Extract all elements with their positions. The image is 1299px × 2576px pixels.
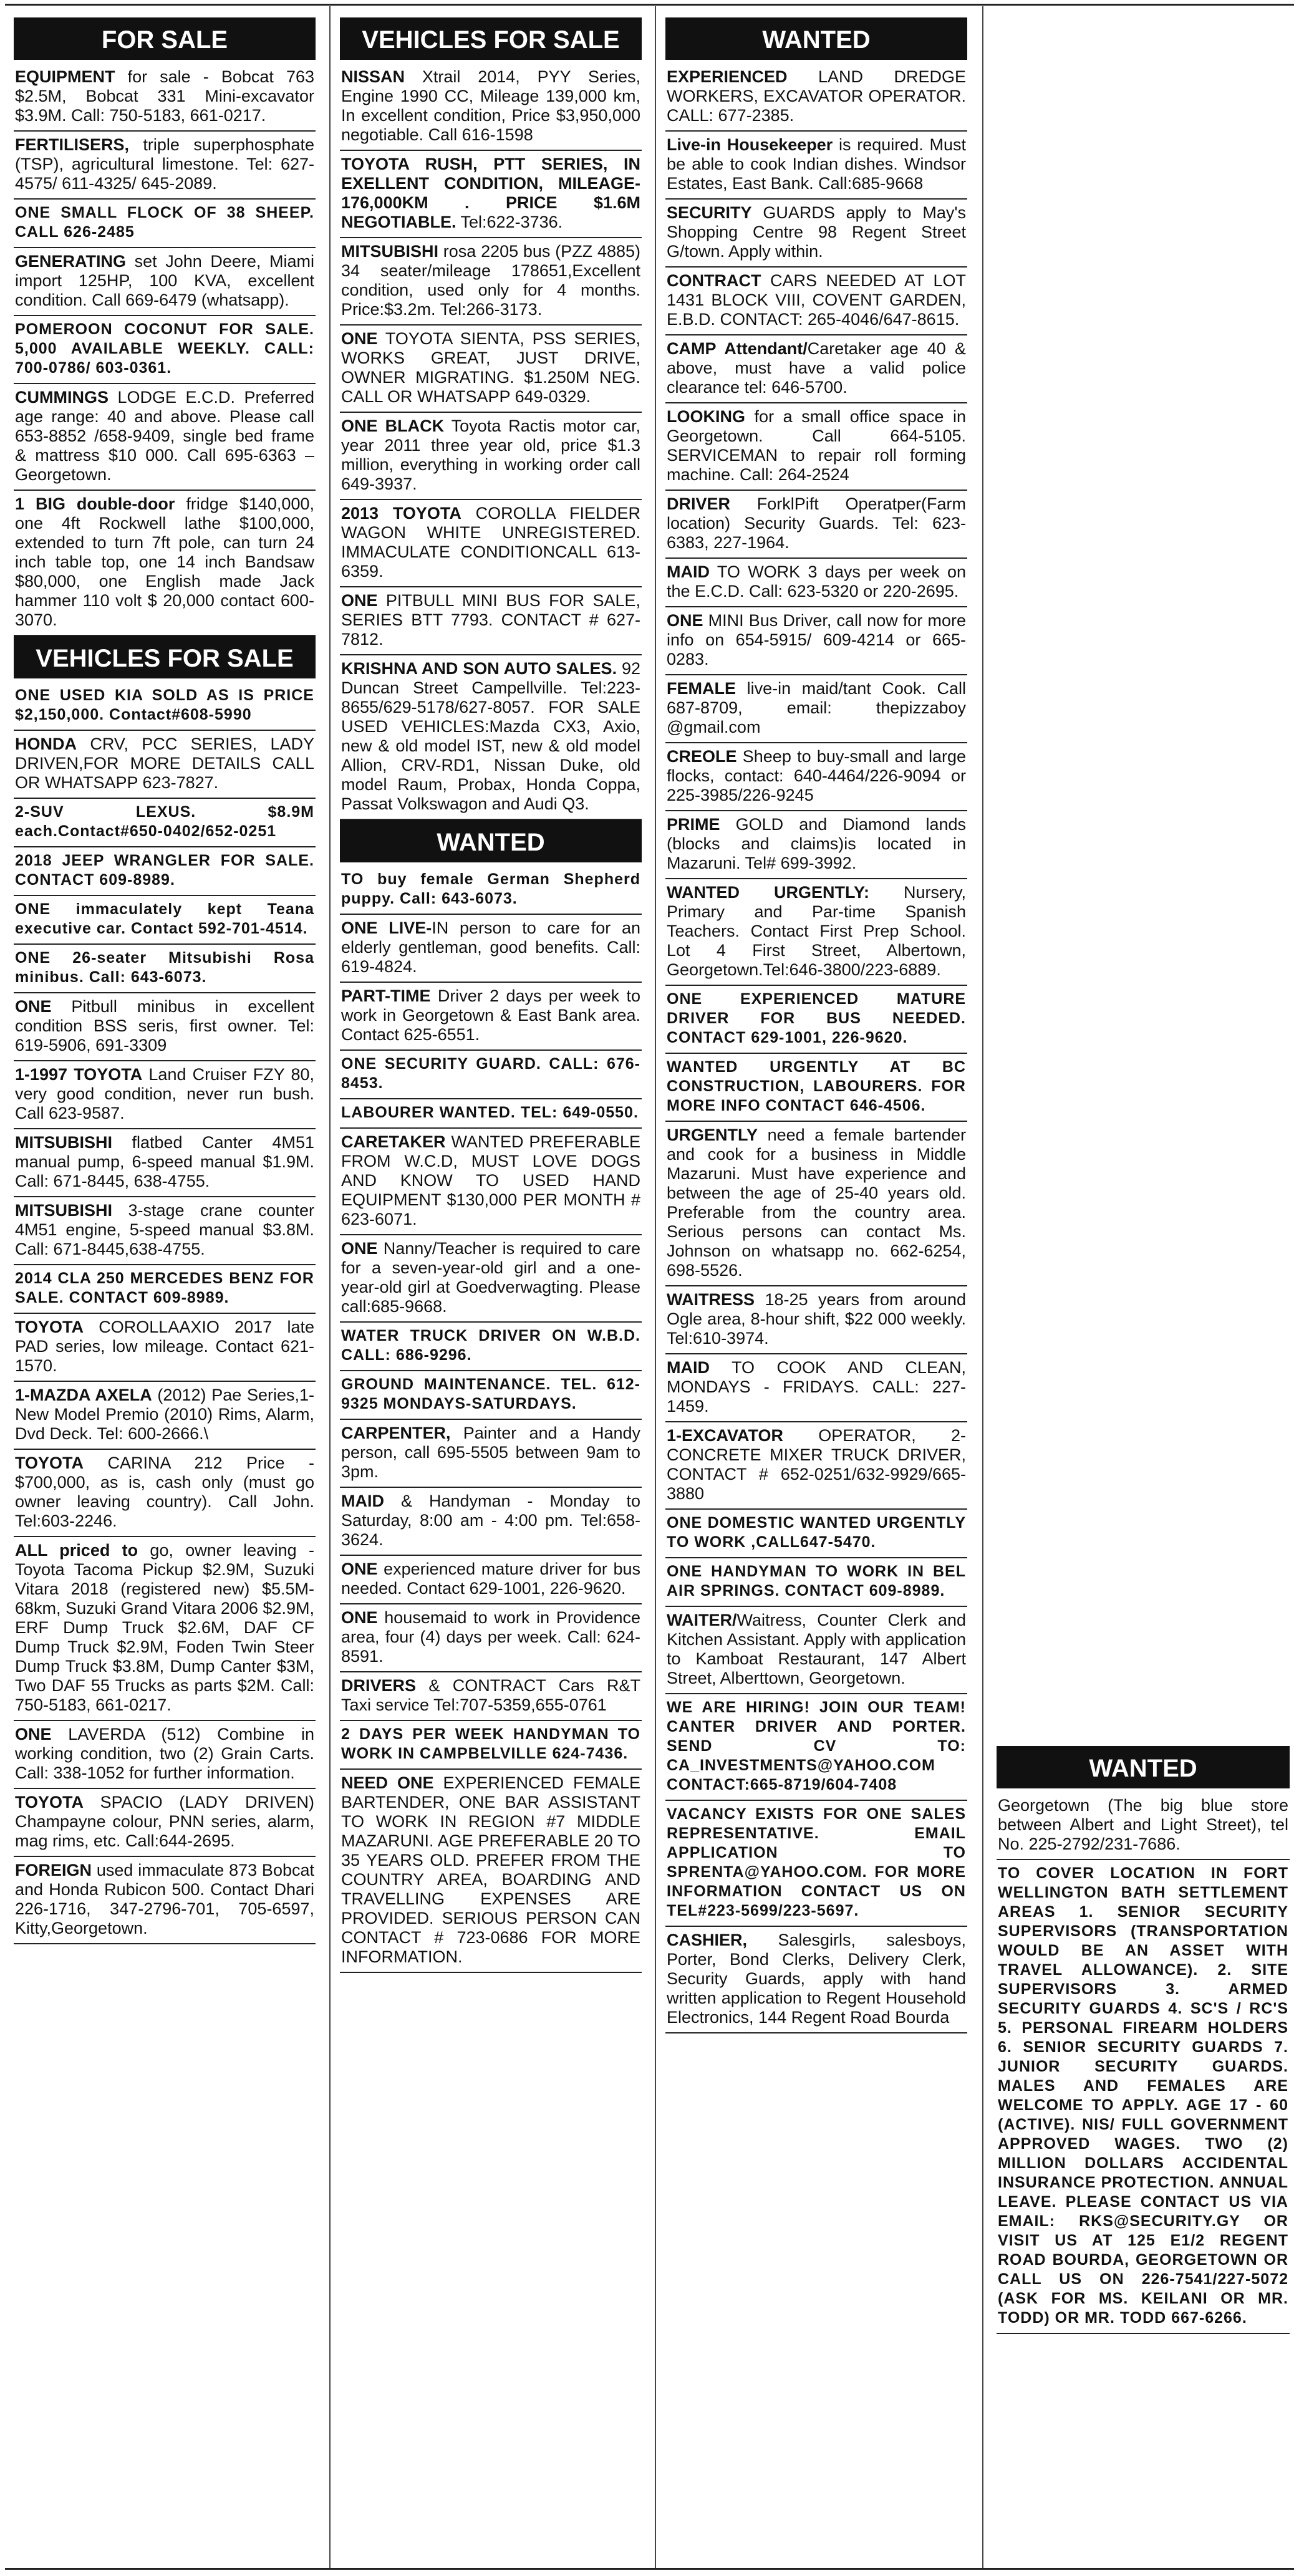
ad-lead: 1 BIG double-door (15, 494, 175, 513)
classified-ad (665, 335, 967, 403)
ad-lead: DRIVERS (341, 1676, 417, 1695)
ad-body: Driver 2 days per week to work in Georgetown & East Bank area. Contact 625-6551. (341, 987, 640, 1044)
classified-ad (340, 983, 642, 1051)
ad-lead: TOYOTA RUSH, PTT SERIES, IN EXELLENT CONDITION, MILEAGE-176,000KM . PRICE $1.6M NEGOTIABLE. (341, 155, 640, 231)
ad-body: live-in maid/tant Cook. Call 687-8709, email: thepizzaboy @gmail.com (667, 679, 966, 736)
classified-ad (665, 743, 967, 811)
classified-ad (14, 896, 316, 945)
ad-body: COROLLAAXIO 2017 late PAD series, low mileage. Contact 621-1570. (15, 1318, 314, 1375)
ad-lead: 1-1997 TOYOTA (15, 1065, 143, 1084)
ad-body: GOLD and Diamond lands (blocks and claims)is located in Mazaruni. Tel# 699-3992. (667, 815, 966, 872)
column-2 (340, 17, 642, 2552)
ad-body: is required. Must be able to cook Indian dishes. Windsor Estates, East Bank. Call:685-9668 (667, 135, 967, 193)
ad-lead: LABOURER WANTED. TEL: 649-0550. (341, 1104, 639, 1121)
ad-body: EXPERIENCED FEMALE BARTENDER, ONE BAR ASSISTANT TO WORK IN REGION #7 MIDDLE MAZARUNI. AGE PREFERABLE 20 TO 35 YEARS OLD. PREFER FROM THE COUNTRY AREA, BOARDING AND TRAVELLING EXPENSES ARE PROVIDED. SERIOUS PERSON CAN CONTACT # 723-0686 FOR MORE INFORMATION. (341, 1773, 641, 1966)
classified-ad (14, 1197, 316, 1265)
classified-ad (340, 326, 642, 413)
ad-lead: CARETAKER (341, 1132, 446, 1151)
ad-lead: PART-TIME (341, 987, 431, 1005)
classified-ad (665, 64, 967, 132)
ad-lead: HONDA (15, 735, 77, 753)
ad-lead: WANTED URGENTLY AT BC CONSTRUCTION, LABOURERS. FOR MORE INFO CONTACT 646-4506. (667, 1058, 966, 1114)
ad-lead: ONE LIVE- (341, 919, 432, 937)
ad-lead: ONE (341, 1608, 378, 1627)
ad-lead: LOOKING (667, 407, 745, 426)
ad-lead: ONE USED KIA SOLD AS IS PRICE $2,150,000. Contact#608-5990 (15, 687, 314, 723)
ad-lead: CREOLE (667, 747, 737, 766)
classified-ad (14, 1721, 316, 1789)
ad-lead: ONE SECURITY GUARD. CALL: 676-8453. (341, 1055, 640, 1092)
ad-body: Tel:622-3736. (456, 213, 563, 231)
classified-ad (665, 879, 967, 986)
ad-lead: MITSUBISHI (341, 242, 439, 261)
classified-ad (340, 1323, 642, 1371)
ad-lead: TOYOTA (15, 1793, 84, 1811)
classified-ad (14, 1537, 316, 1721)
ad-body: Georgetown (The big blue store between Albert and Light Street), tel No. 225-2792/231-7686. (998, 1796, 1288, 1853)
classified-ad (665, 200, 967, 268)
ad-lead: VACANCY EXISTS FOR ONE SALES REPRESENTATIVE. EMAIL APPLICATION TO SPRENTA@YAHOO.COM. FOR MORE INFORMATION CONTACT US ON TEL#223-5699/223-5697. (667, 1805, 966, 1919)
ad-lead: 2-SUV LEXUS. $8.9M each.Contact#650-0402/652-0251 (15, 803, 314, 840)
ad-lead: FEMALE (667, 679, 736, 698)
classified-ad (14, 1265, 316, 1314)
classified-ad (14, 731, 316, 799)
ad-body: go, owner leaving - Toyota Tacoma Pickup $2.9M, Suzuki Vitara 2018 (registered new) $5.5M-68km, Suzuki Grand Vitara 2006 $2.9M, ERF Dump Truck $2.6M, DAF CF Dump Truck $2.9M, Foden Twin Steer Dump Truck $3.8M, Dump Canter $3M, Two DAF 55 Trucks as parts $2M. Call: 750-5183, 661-0217. (15, 1541, 314, 1714)
ad-lead: ONE (341, 329, 378, 348)
classified-ad (665, 491, 967, 559)
ad-body: ForklPift Operatper(Farm location) Security Guards. Tel: 623-6383, 227-1964. (667, 494, 966, 552)
ad-lead: MAID (341, 1492, 384, 1510)
classified-ad (340, 1770, 642, 1973)
ad-body: 92 Duncan Street Campellville. Tel:223-8655/629-5178/627-8057. FOR SALE USED VEHICLES:Mazda CX3, Axio, new & old model IST, new & old model Allion, CRV-RD1, Nissan Duke, old model Raum, Probax, Honda Coppa, Passat Volkswagon and Audi Q3. (341, 659, 640, 813)
classified-ad (340, 915, 642, 983)
ad-lead: ONE SMALL FLOCK OF 38 SHEEP. CALL 626-2485 (15, 204, 314, 241)
ad-body: (2012) Pae Series,1- New Model Premio (2010) Rims, Alarm, Dvd Deck. Tel: 600-2666.\ (15, 1386, 314, 1443)
ad-lead: POMEROON COCONUT FOR SALE. 5,000 AVAILABLE WEEKLY. CALL: 700-0786/ 603-0361. (15, 321, 314, 377)
ad-lead: MAID (667, 562, 710, 581)
ad-lead: ONE DOMESTIC WANTED URGENTLY TO WORK ,CALL647-5470. (667, 1514, 966, 1551)
section-header: VEHICLES FOR SALE (340, 17, 642, 60)
ad-lead: DRIVER (667, 494, 731, 513)
classified-ad (14, 1382, 316, 1450)
ad-lead: 2013 TOYOTA (341, 504, 461, 523)
classified-ad (340, 655, 642, 820)
ad-body: GUARDS apply to May's Shopping Centre 98 Regent Street G/town. Apply within. (667, 203, 966, 261)
classified-ad (665, 1607, 967, 1694)
section-header: VEHICLES FOR SALE (14, 636, 316, 678)
classified-ad (665, 1422, 967, 1510)
ad-body: IN person to care for an elderly gentleman, good benefits. Call: 619-4824. (341, 919, 641, 976)
classified-ad (665, 268, 967, 335)
classified-ad (665, 1054, 967, 1122)
classified-ad (14, 491, 316, 636)
section-header: FOR SALE (14, 17, 316, 60)
classified-ad (14, 847, 316, 896)
classified-ad (14, 799, 316, 847)
ad-body: MINI Bus Driver, call now for more info on 654-5915/ 609-4214 or 665-0283. (667, 611, 966, 668)
classified-ad (665, 1510, 967, 1558)
classified-ad (14, 1061, 316, 1129)
ad-lead: MITSUBISHI (15, 1133, 113, 1152)
ad-lead: ONE (15, 997, 52, 1016)
ad-body: 3-stage crane counter 4M51 engine, 5-speed manual $3.8M. Call: 671-8445,638-4755. (15, 1201, 314, 1258)
ad-body: & CONTRACT Cars R&T Taxi service Tel:707-5359,655-0761 (341, 1676, 640, 1714)
classified-ad (665, 1694, 967, 1801)
classified-ad (340, 1235, 642, 1323)
ad-lead: ONE (341, 591, 378, 610)
ad-body: & Handyman - Monday to Saturday, 8:00 am - 4:00 pm. Tel:658-3624. (341, 1492, 640, 1549)
classified-ad (14, 1450, 316, 1537)
classified-ad (665, 559, 967, 607)
ad-lead: 2014 CLA 250 MERCEDES BENZ FOR SALE. CONTACT 609-8989. (15, 1270, 314, 1306)
classified-ad (14, 64, 316, 132)
classified-ad (340, 151, 642, 238)
classified-ad (340, 1051, 642, 1099)
ad-lead: 1-MAZDA AXELA (15, 1386, 152, 1404)
ad-lead: ONE immaculately kept Teana executive car. Contact 592-701-4514. (15, 900, 314, 937)
classified-ad (340, 413, 642, 500)
classified-ad (340, 1099, 642, 1129)
classified-ad (997, 1792, 1290, 1860)
ad-body: Land Cruiser FZY 80, very good condition, never run bush. Call 623-9587. (15, 1065, 315, 1122)
classified-ad (340, 1371, 642, 1420)
ad-lead: ALL priced to (15, 1541, 138, 1560)
ad-body: CARS NEEDED AT LOT 1431 BLOCK VIII, COVENT GARDEN, E.B.D. CONTACT: 265-4046/647-8615. (667, 271, 966, 329)
ad-lead: WATER TRUCK DRIVER ON W.B.D. CALL: 686-9296. (341, 1327, 640, 1364)
ad-lead: ONE (15, 1725, 52, 1744)
ad-lead: CAMP Attendant/ (667, 339, 808, 358)
ad-body: TO COOK AND CLEAN, MONDAYS - FRIDAYS. CALL: 227-1459. (667, 1358, 966, 1416)
ad-lead: EXPERIENCED (667, 67, 788, 86)
ad-body: TOYOTA SIENTA, PSS SERIES, WORKS GREAT, JUST DRIVE, OWNER MIGRATING. $1.250M NEG. CALL OR WHATSAPP 649-0329. (341, 329, 640, 406)
ad-lead: GENERATING (15, 252, 127, 271)
ad-body: used immaculate 873 Bobcat and Honda Rubicon 500. Contact Dhari 226-1716, 347-2796-701, 705-6597, Kitty,Georgetown. (15, 1861, 314, 1937)
ad-body: SPACIO (LADY DRIVEN) Champayne colour, PNN series, alarm, mag rims, etc. Call:644-2695. (15, 1793, 314, 1850)
section-header: WANTED (665, 17, 967, 60)
ad-lead: URGENTLY (667, 1126, 758, 1144)
classified-ad (665, 1286, 967, 1354)
classified-ad (665, 1927, 967, 2033)
ad-body: Caretaker age 40 & above, must have a valid police clearance tel: 646-5700. (667, 339, 967, 397)
ad-body: Xtrail 2014, PYY Series, Engine 1990 CC, Mileage 139,000 km, In excellent condition, Price $3,950,000 negotiable. Call 616-1598 (341, 67, 640, 144)
classified-ad (340, 1672, 642, 1721)
ad-body: WANTED PREFERABLE FROM W.C.D, MUST LOVE DOGS AND KNOW TO USED HAND EQUIPMENT $130,000 PER MONTH # 623-6071. (341, 1132, 640, 1228)
ad-body: COROLLA FIELDER WAGON WHITE UNREGISTERED. IMMACULATE CONDITIONCALL 613-6359. (341, 504, 640, 581)
ad-lead: ONE BLACK (341, 417, 445, 435)
ad-lead: CUMMINGS (15, 388, 109, 407)
classified-ad (340, 1129, 642, 1235)
ad-lead: MITSUBISHI (15, 1201, 113, 1220)
ad-body: Toyota Ractis motor car, year 2011 three year old, price $1.3 million, everything in working order call 649-3937. (341, 417, 640, 493)
classified-ad (14, 1129, 316, 1197)
column-4 (997, 1746, 1290, 2557)
classified-ad (665, 1558, 967, 1607)
ad-lead: FOREIGN (15, 1861, 92, 1879)
classified-ad (665, 811, 967, 879)
classified-ad (14, 682, 316, 731)
classified-ad (14, 1314, 316, 1382)
ad-lead: TO buy female German Shepherd puppy. Call: 643-6073. (341, 871, 640, 907)
ad-body: CRV, PCC SERIES, LADY DRIVEN,FOR MORE DETAILS CALL OR WHATSAPP 623-7827. (15, 735, 314, 792)
ad-body: rosa 2205 bus (PZZ 4885) 34 seater/mileage 178651,Excellent condition, used only for 4 months. Price:$3.2m. Tel:266-3173. (341, 242, 640, 319)
classified-ad (14, 248, 316, 316)
ad-body: need a female bartender and cook for a business in Middle Mazaruni. Must have experience and between the age of 25-40 years old. Preferable from the country area. Serious persons can contact Ms. Johnson on whatsapp no. 662-6254, 698-5526. (667, 1126, 966, 1280)
ad-lead: TOYOTA (15, 1318, 84, 1336)
ad-body: set John Deere, Miami import 125HP, 100 KVA, excellent condition. Call 669-6479 (whatsapp). (15, 252, 314, 309)
ad-body: Waitress, Counter Clerk and Kitchen Assistant. Apply with application to Kamboat Restaurant, 147 Albert Street, Alberttown, Georgetown. (667, 1611, 966, 1687)
classified-ad (14, 1857, 316, 1944)
ad-lead: Live-in Housekeeper (667, 135, 833, 154)
ad-body: triple superphosphate (TSP), agricultural limestone. Tel: 627-4575/ 611-4325/ 645-2089. (15, 135, 314, 193)
ad-lead: CASHIER, (667, 1931, 748, 1949)
ad-lead: TOYOTA (15, 1454, 84, 1472)
ad-body: fridge $140,000, one 4ft Rockwell lathe $100,000, extended to turn 7ft pole, can turn 24 inch table top, one 14 inch Bandsaw $80,000, one English made Jack hammer 110 volt $ 20,000 contact 600-3070. (15, 494, 314, 629)
section-header: WANTED (340, 820, 642, 862)
ad-lead: MAID (667, 1358, 710, 1377)
classified-ad (665, 1122, 967, 1286)
bottom-rule (5, 2568, 1294, 2570)
ad-lead: ONE EXPERIENCED MATURE DRIVER FOR BUS NEEDED. CONTACT 629-1001, 226-9620. (667, 990, 966, 1046)
ad-lead: CONTRACT (667, 271, 761, 290)
ad-lead: WAITER/ (667, 1611, 737, 1629)
classified-ad (340, 1556, 642, 1604)
classified-ad (665, 132, 967, 200)
classified-ad (665, 403, 967, 491)
ad-body: Painter and a Handy person, call 695-5505 between 9am to 3pm. (341, 1424, 640, 1481)
classified-ad (997, 1860, 1290, 2334)
ad-body: CARINA 212 Price - $700,000, as is, cash only (must go owner leaving country). Call John. Tel:603-2246. (15, 1454, 314, 1530)
ad-body: PITBULL MINI BUS FOR SALE, SERIES BTT 7793. CONTACT # 627-7812. (341, 591, 640, 649)
ad-lead: 2018 JEEP WRANGLER FOR SALE. CONTACT 609-8989. (15, 852, 314, 889)
ad-lead: 2 DAYS PER WEEK HANDYMAN TO WORK IN CAMPBELVILLE 624-7436. (341, 1725, 640, 1762)
ad-lead: EQUIPMENT (15, 67, 115, 86)
classified-ad (14, 945, 316, 993)
ad-lead: KRISHNA AND SON AUTO SALES. (341, 659, 617, 678)
ad-body: OPERATOR, 2- CONCRETE MIXER TRUCK DRIVER, CONTACT # 652-0251/632-9929/665-3880 (667, 1426, 966, 1503)
ad-lead: ONE (341, 1560, 378, 1578)
classified-ad (340, 587, 642, 655)
ad-body: flatbed Canter 4M51 manual pump, 6-speed manual $1.9M. Call: 671-8445, 638-4755. (15, 1133, 314, 1190)
ad-body: LODGE E.C.D. Preferred age range: 40 and above. Please call 653-8852 /658-9409, single bed frame & mattress $10 000. Call 695-6363 – Georgetown. (15, 388, 314, 484)
ad-body: Nursery, Primary and Par-time Spanish Teachers. Contact First Prep School. Lot 4 First Street, Albertown, Georgetown.Tel:646-3800/223-6889. (667, 883, 966, 979)
classified-ad (14, 384, 316, 491)
top-rule (5, 4, 1294, 6)
ad-body: LAVERDA (512) Combine in working condition, two (2) Grain Carts. Call: 338-1052 for further information. (15, 1725, 314, 1782)
classified-ad (665, 675, 967, 743)
ad-body: housemaid to work in Providence area, four (4) days per week. Call: 624-8591. (341, 1608, 640, 1666)
classified-ad (340, 866, 642, 915)
classified-ad (14, 200, 316, 248)
ad-lead: WAITRESS (667, 1290, 755, 1309)
ad-lead: WANTED URGENTLY: (667, 883, 869, 902)
column-divider (329, 6, 331, 2568)
ad-body: Pitbull minibus in excellent condition BSS seris, first owner. Tel: 619-5906, 691-3309 (15, 997, 314, 1054)
classified-ad (340, 238, 642, 326)
ad-body: 18-25 years from around Ogle area, 8-hour shift, $22 000 weekly. Tel:610-3974. (667, 1290, 966, 1348)
ad-lead: CARPENTER, (341, 1424, 451, 1442)
classified-ad (665, 1354, 967, 1422)
ad-lead: SECURITY (667, 203, 752, 222)
ad-lead: WE ARE HIRING! JOIN OUR TEAM! CANTER DRIVER AND PORTER. SEND CV TO: CA_INVESTMENTS@YAHOO.COM CONTACT:665-8719/604-7408 (667, 1699, 966, 1793)
ad-lead: PRIME (667, 815, 720, 834)
column-divider (982, 6, 983, 2568)
classified-ad (14, 993, 316, 1061)
ad-lead: NISSAN (341, 67, 405, 86)
classified-ad (340, 1488, 642, 1556)
ad-lead: GROUND MAINTENANCE. TEL. 612-9325 MONDAYS-SATURDAYS. (341, 1376, 640, 1412)
classified-ad (14, 316, 316, 384)
classified-ad (14, 1789, 316, 1857)
section-header: WANTED (997, 1746, 1290, 1788)
ad-lead: FERTILISERS, (15, 135, 130, 154)
classified-ad (14, 132, 316, 200)
classified-ad (665, 986, 967, 1054)
ad-body: Nanny/Teacher is required to care for a seven-year-old girl and a one-year-old girl at Goedverwagting. Please call:685-9668. (341, 1239, 640, 1316)
classified-ad (340, 1420, 642, 1488)
ad-lead: 1-EXCAVATOR (667, 1426, 784, 1445)
classified-ad (340, 1604, 642, 1672)
ad-body: experienced mature driver for bus needed. Contact 629-1001, 226-9620. (341, 1560, 640, 1598)
ad-lead: ONE 26-seater Mitsubishi Rosa minibus. Call: 643-6073. (15, 949, 314, 986)
ad-lead: ONE HANDYMAN TO WORK IN BEL AIR SPRINGS. CONTACT 609-8989. (667, 1563, 966, 1599)
ad-body: TO WORK 3 days per week on the E.C.D. Call: 623-5320 or 220-2695. (667, 562, 966, 601)
classified-ad (340, 1721, 642, 1770)
ad-lead: NEED ONE (341, 1773, 434, 1792)
ad-body: for sale - Bobcat 763 $2.5M, Bobcat 331 Mini-excavator $3.9M. Call: 750-5183, 661-0217. (15, 67, 314, 125)
ad-lead: ONE (341, 1239, 378, 1258)
ad-body: LAND DREDGE WORKERS, EXCAVATOR OPERATOR. CALL: 677-2385. (667, 67, 966, 125)
classified-ad (665, 607, 967, 675)
ad-body: Salesgirls, salesboys, Porter, Bond Clerks, Delivery Clerk, Security Guards, apply with hand written application to Regent Household Electronics, 144 Regent Road Bourda (667, 1931, 966, 2027)
column-divider (655, 6, 656, 2568)
classified-ad (665, 1801, 967, 1927)
ad-lead: TO COVER LOCATION IN FORT WELLINGTON BATH SETTLEMENT AREAS 1. SENIOR SECURITY SUPERVISORS (TRANSPORTATION WOULD BE AN ASSET WITH TRAVEL ALLOWANCE). 2. SITE SUPERVISORS 3. ARMED SECURITY GUARDS 4. SC'S / RC'S 5. PERSONAL FIREARM HOLDERS 6. SENIOR SECURITY GUARDS 7. JUNIOR SECURITY GUARDS. MALES AND FEMALES ARE WELCOME TO APPLY. AGE 17 - 60 (ACTIVE). NIS/ FULL GOVERNMENT APPROVED WAGES. TWO (2) MILLION DOLLARS ACCIDENTAL INSURANCE PROTECTION. ANNUAL LEAVE. PLEASE CONTACT US VIA EMAIL: RKS@SECURITY.GY OR VISIT US AT 125 E1/2 REGENT ROAD BOURDA, GEORGETOWN OR CALL US ON 226-7541/227-5072 (ASK FOR MS. KEILANI OR MR. TODD) OR MR. TODD 667-6266. (998, 1864, 1288, 2327)
classified-ad (340, 64, 642, 151)
ad-body: Sheep to buy-small and large flocks, contact: 640-4464/226-9094 or 225-3985/226-9245 (667, 747, 966, 804)
column-3 (665, 17, 967, 2552)
column-1 (14, 17, 316, 2552)
classified-ad (340, 500, 642, 587)
ad-body: for a small office space in Georgetown. Call 664-5105. SERVICEMAN to repair roll forming machine. Call: 264-2524 (667, 407, 966, 484)
ad-lead: ONE (667, 611, 703, 630)
